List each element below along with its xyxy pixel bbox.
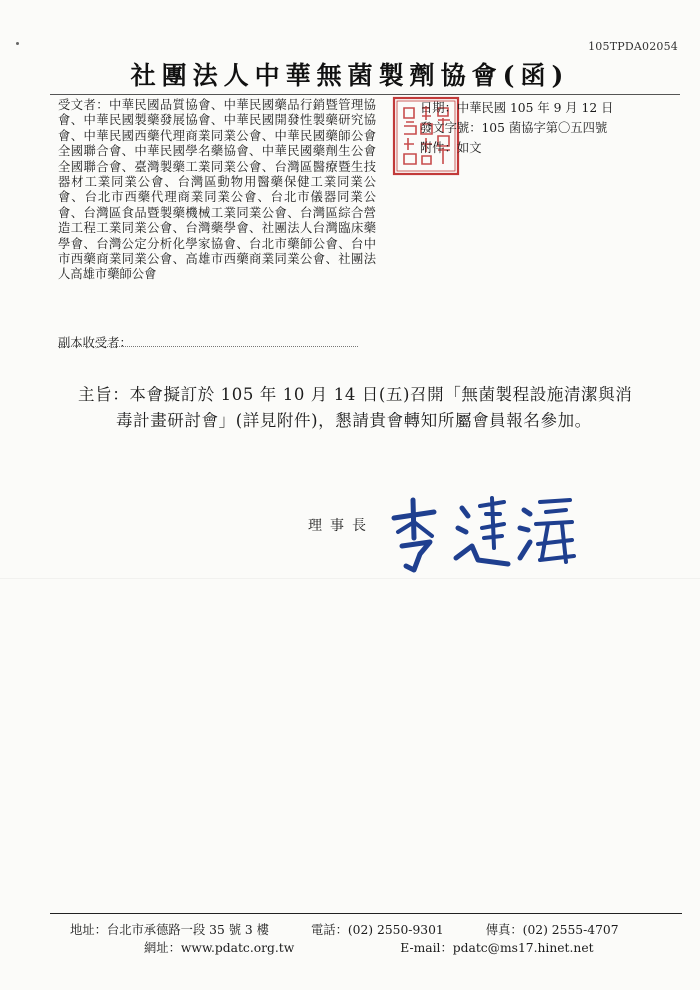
- subject-line-1: 本會擬訂於 105 年 10 月 14 日(五)召開「無菌製程設施清潔與消: [129, 385, 633, 404]
- contact-footer: [70, 920, 670, 956]
- chairman-signature-icon: [380, 488, 580, 578]
- recipients-label: 受文者：: [58, 98, 109, 112]
- letter-metadata: [420, 98, 613, 158]
- cc-label: 副本收受者：: [58, 336, 132, 350]
- phone-text: 電話：(02) 2550-9301: [310, 923, 444, 937]
- address-text: 地址：台北市承德路一段 35 號 3 樓: [70, 923, 269, 937]
- recipients-list: 中華民國品質協會、中華民國藥品行銷暨管理協會、中華民國製藥發展協會、中華民國開發性製藥研究協會、中華民國西藥代理商業同業公會、中華民國藥師公會全國聯合會、中華民國學名藥協會、中華民國藥劑生公會全國聯合會、臺灣製藥工業同業公會、台灣區醫療暨生技器材工業同業公會、台灣區動物用醫藥保健工業同業公會、台北市西藥代理商業同業公會、台北市儀器同業公會、台灣區食品暨製藥機械工業同業公會、台灣區綜合營造工程工業同業公會、台灣藥學會、社團法人台灣臨床藥學會、台灣公定分析化學家協會、台北市藥師公會、台中市西藥商業同業公會、高雄市西藥商業同業公會、社團法人高雄市藥師公會: [58, 98, 376, 282]
- subject-label: 主旨：: [78, 385, 130, 404]
- attachment-note: 附件：如文: [420, 141, 482, 155]
- issue-date: 日期：中華民國 105 年 9 月 12 日: [420, 101, 614, 115]
- subject-line-2: 毒計畫研討會」(詳見附件)，懇請貴會轉知所屬會員報名參加。: [116, 411, 592, 430]
- signatory-title: 理事長: [308, 518, 374, 534]
- letter-title: 社團法人中華無菌製劑協會(函): [130, 61, 570, 90]
- website-link[interactable]: 網址：www.pdatc.org.tw: [144, 941, 295, 955]
- scan-speck: [16, 42, 19, 45]
- document-reference-number: 發文字號：105 菌協字第〇五四號: [420, 121, 608, 135]
- cc-divider: [58, 346, 358, 347]
- document-number: 105TPDA02054: [588, 40, 678, 53]
- fax-text: 傳真：(02) 2555-4707: [485, 923, 619, 937]
- subject-block: [78, 382, 638, 434]
- email-link[interactable]: E-mail：pdatc@ms17.hinet.net: [400, 941, 594, 955]
- title-divider: [50, 94, 680, 95]
- paper-fold-line: [0, 578, 700, 579]
- recipients-block: [58, 98, 376, 283]
- footer-divider: [50, 913, 682, 914]
